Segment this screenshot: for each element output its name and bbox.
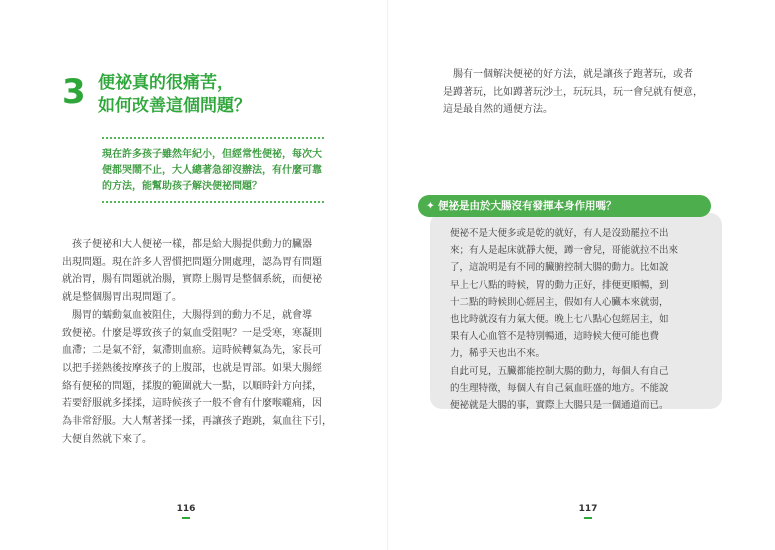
- text-line: 孩子便祕和大人便祕一樣，都是給大腸提供動力的臟器: [72, 239, 312, 250]
- text-line: 就治胃，腸有問題就治腸，實際上腸胃是整個系統，而便祕: [62, 274, 322, 286]
- left-body-text: [62, 236, 332, 448]
- sidebar-line: 便祕就是大腸的事，實際上大腸只是一個通道而已。: [450, 400, 669, 412]
- chapter-number: 3: [62, 72, 86, 112]
- sidebar-line: 力，稀乎天也出不來。: [450, 348, 546, 360]
- chapter-title: [98, 72, 251, 118]
- sidebar-line: 便祕不是大便多或是乾的就好，有人是沒勁罷拉不出: [450, 228, 669, 239]
- sidebar-title: 便祕是由於大腸沒有發揮本身作用嗎？: [438, 200, 617, 212]
- text-line: 腸有一個解決便祕的好方法，就是讓孩子跑著玩，或者: [453, 69, 693, 80]
- page-number-text: 116: [176, 504, 196, 514]
- sidebar-line: 也比時就沒有力氣大便。晚上七八點心包經居主，如: [450, 314, 669, 326]
- page-number-underline: [182, 517, 190, 519]
- text-line: 腸胃的蠕動氣血被阻住，大腸得到的動力不足，就會導: [72, 309, 312, 321]
- left-page: [0, 0, 387, 550]
- chapter-title-line: 便祕真的很痛苦，: [98, 73, 234, 93]
- sidebar-title-tab: [418, 195, 711, 217]
- text-line: 這是最自然的通便方法。: [443, 104, 553, 115]
- page-number-underline: [584, 517, 592, 519]
- sidebar-line: 了，這說明是有不同的臟腑控制大腸的動力。比如說: [450, 262, 669, 274]
- text-line: 出現問題。現在許多人習慣把問題分開處理，認為胃有問題: [62, 256, 322, 268]
- sidebar-box: [430, 213, 722, 412]
- intro-line: 現在許多孩子雖然年紀小，但經常性便祕，每次大: [102, 149, 322, 160]
- page-number-left: [174, 504, 198, 519]
- right-page: [388, 0, 775, 550]
- text-line: 致便祕。什麼是導致孩子的氣血受阻呢？一是受寒，寒凝則: [62, 327, 322, 339]
- sidebar-line: 的生理特徵，每個人有自己氣血旺盛的地方。不能說: [450, 382, 669, 394]
- text-line: 就是整個腸胃出現問題了。: [62, 292, 182, 304]
- sidebar-line: 果有人心血管不是特別暢通，這時候大便可能也費: [450, 331, 660, 343]
- plus-sparkle-icon: ✦: [426, 200, 435, 212]
- sidebar-line: 早上七八點的時候，胃的動力正好，排便更順暢，到: [450, 279, 669, 291]
- text-line: 為非常舒服。大人幫著揉一揉，再讓孩子跑跳，氣血往下引，: [62, 416, 332, 428]
- intro-line: 便都哭鬧不止，大人總著急卻沒辦法，有什麼可靠: [102, 165, 322, 176]
- text-line: 絡有便秘的問題，揉腹的範圍就大一點，以順時針方向揉，: [62, 380, 322, 392]
- text-line: 血滯；二是氣不舒，氣滯則血瘀。這時候轉氣為先，家長可: [62, 345, 322, 357]
- sidebar-line: 自此可見，五臟都能控制大腸的動力，每個人有自己: [450, 365, 669, 377]
- text-line: 大便自然就下來了。: [62, 433, 152, 445]
- page-number-right: [576, 504, 600, 519]
- page-number-text: 117: [578, 504, 598, 514]
- chapter-title-line: 如何改善這個問題？: [98, 96, 251, 116]
- text-line: 是蹲著玩，比如蹲著玩沙土，玩玩具，玩一會兒就有便意，: [443, 86, 703, 98]
- intro-line: 的方法，能幫助孩子解決便祕問題？: [102, 181, 262, 192]
- sidebar-line: 來；有人是起床就靜大便，蹲一會兒，哥能就拉不出來: [450, 245, 679, 257]
- text-line: 若要舒服就多揉揉，這時候孩子一般不會有什麼喉嚨痛，因: [62, 398, 322, 410]
- intro-box: [102, 137, 324, 203]
- right-body-text: [443, 66, 723, 119]
- text-line: 以把手搓熱後按摩孩子的上腹部，也就是胃部。如果大腸經: [62, 362, 322, 374]
- sidebar-line: 十二點的時候則心經居主，假如有人心臟本來就弱，: [450, 296, 669, 308]
